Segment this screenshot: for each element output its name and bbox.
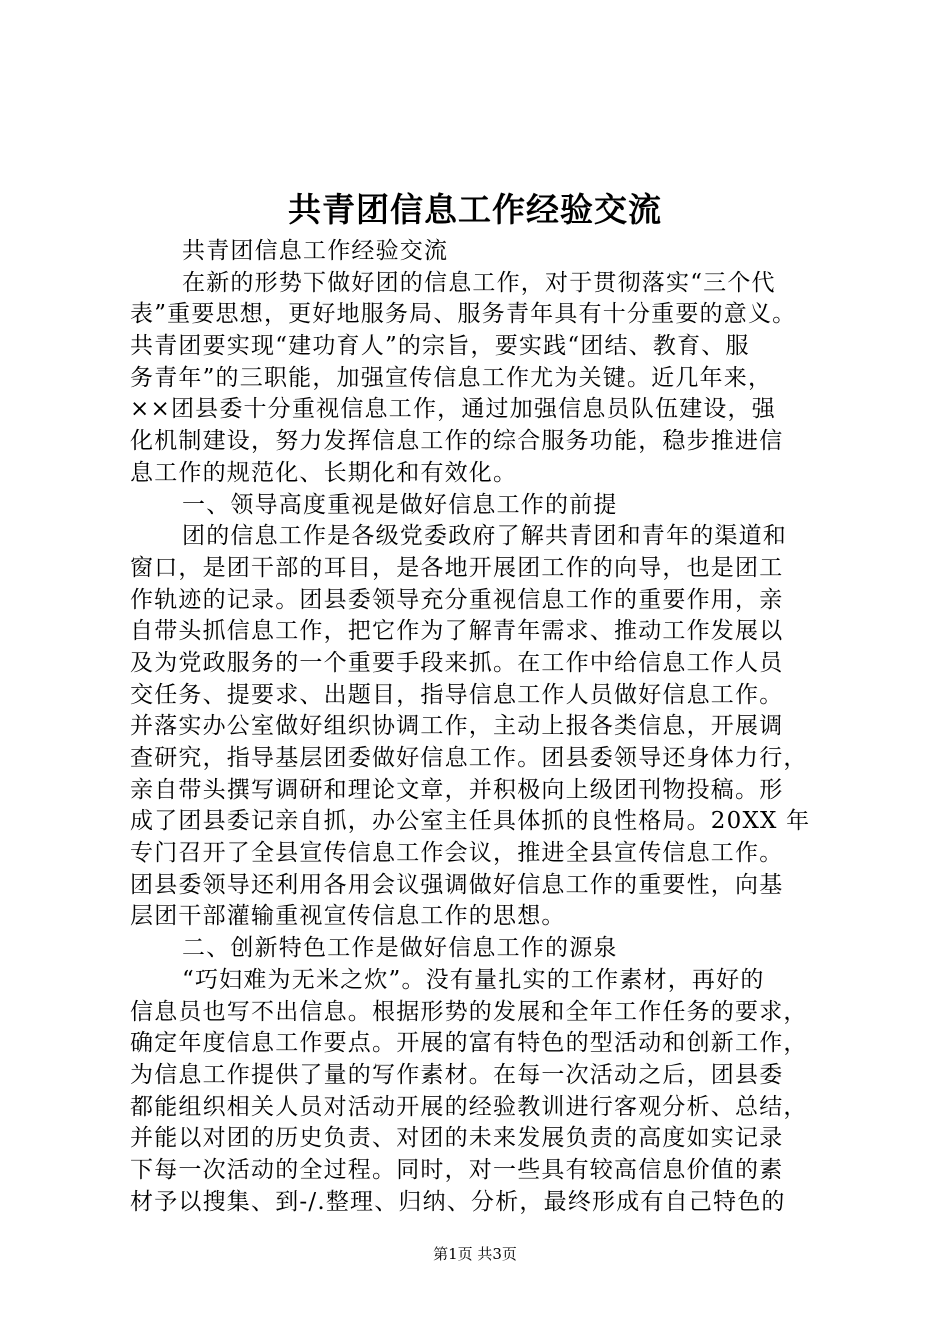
body-line: 窗口，是团干部的耳目，是各地开展团工作的向导，也是团工 xyxy=(130,554,784,581)
section-heading: 一、领导高度重视是做好信息工作的前提 xyxy=(182,491,618,518)
page-footer: 第1页 共3页 xyxy=(433,1245,517,1263)
body-line: 化机制建设，努力发挥信息工作的综合服务功能，稳步推进信 xyxy=(130,428,784,455)
body-line: 共青团要实现“建功育人”的宗旨，要实践“团结、教育、服 xyxy=(130,333,750,360)
body-line: 团县委领导还利用各用会议强调做好信息工作的重要性，向基 xyxy=(130,871,784,898)
body-line: 下每一次活动的全过程。同时，对一些具有较高信息价值的素 xyxy=(130,1156,784,1183)
body-line: 团的信息工作是各级党委政府了解共青团和青年的渠道和 xyxy=(182,523,787,550)
body-line: 及为党政服务的一个重要手段来抓。在工作中给信息工作人员 xyxy=(130,649,784,676)
body-line: 务青年”的三职能，加强宣传信息工作尤为关键。近几年来， xyxy=(130,364,773,391)
body-line: 交任务、提要求、出题目，指导信息工作人员做好信息工作。 xyxy=(130,681,784,708)
body-line: 专门召开了全县宣传信息工作会议，推进全县宣传信息工作。 xyxy=(130,840,784,867)
body-line: 表”重要思想，更好地服务局、服务青年具有十分重要的意义。 xyxy=(130,301,797,328)
body-line: 为信息工作提供了量的写作素材。在每一次活动之后，团县委 xyxy=(130,1061,784,1088)
body-line: 息工作的规范化、长期化和有效化。 xyxy=(130,459,518,486)
body-line: “巧妇难为无米之炊”。没有量扎实的工作素材，再好的 xyxy=(182,966,765,993)
body-line: 层团干部灌输重视宣传信息工作的思想。 xyxy=(130,903,566,930)
section-heading: 二、创新特色工作是做好信息工作的源泉 xyxy=(182,935,618,962)
body-line: 成了团县委记亲自抓，办公室主任具体抓的良性格局。20XX 年 xyxy=(130,808,811,835)
body-line: 并落实办公室做好组织协调工作，主动上报各类信息，开展调 xyxy=(130,713,784,740)
body-line: ××团县委十分重视信息工作，通过加强信息员队伍建设，强 xyxy=(130,396,776,423)
body-line: 都能组织相关人员对活动开展的经验教训进行客观分析、总结， xyxy=(130,1093,808,1120)
body-line: 亲自带头撰写调研和理论文章，并积极向上级团刊物投稿。形 xyxy=(130,776,784,803)
body-line: 确定年度信息工作要点。开展的富有特色的型活动和创新工作， xyxy=(130,1030,808,1057)
body-line: 材予以搜集、到-/.整理、归纳、分析，最终形成有自己特色的 xyxy=(130,1188,786,1215)
body-line: 查研究，指导基层团委做好信息工作。团县委领导还身体力行， xyxy=(130,745,808,771)
document-body xyxy=(130,236,830,1218)
document-title: 共青团信息工作经验交流 xyxy=(288,190,662,229)
body-line: 信息员也写不出信息。根据形势的发展和全年工作任务的要求， xyxy=(130,998,808,1025)
body-line: 自带头抓信息工作，把它作为了解青年需求、推动工作发展以 xyxy=(130,618,784,645)
body-line: 并能以对团的历史负责、对团的未来发展负责的高度如实记录 xyxy=(130,1125,784,1152)
body-line: 作轨迹的记录。团县委领导充分重视信息工作的重要作用，亲 xyxy=(130,586,784,613)
body-line: 共青团信息工作经验交流 xyxy=(182,238,449,264)
body-line: 在新的形势下做好团的信息工作，对于贯彻落实“三个代 xyxy=(182,269,776,296)
